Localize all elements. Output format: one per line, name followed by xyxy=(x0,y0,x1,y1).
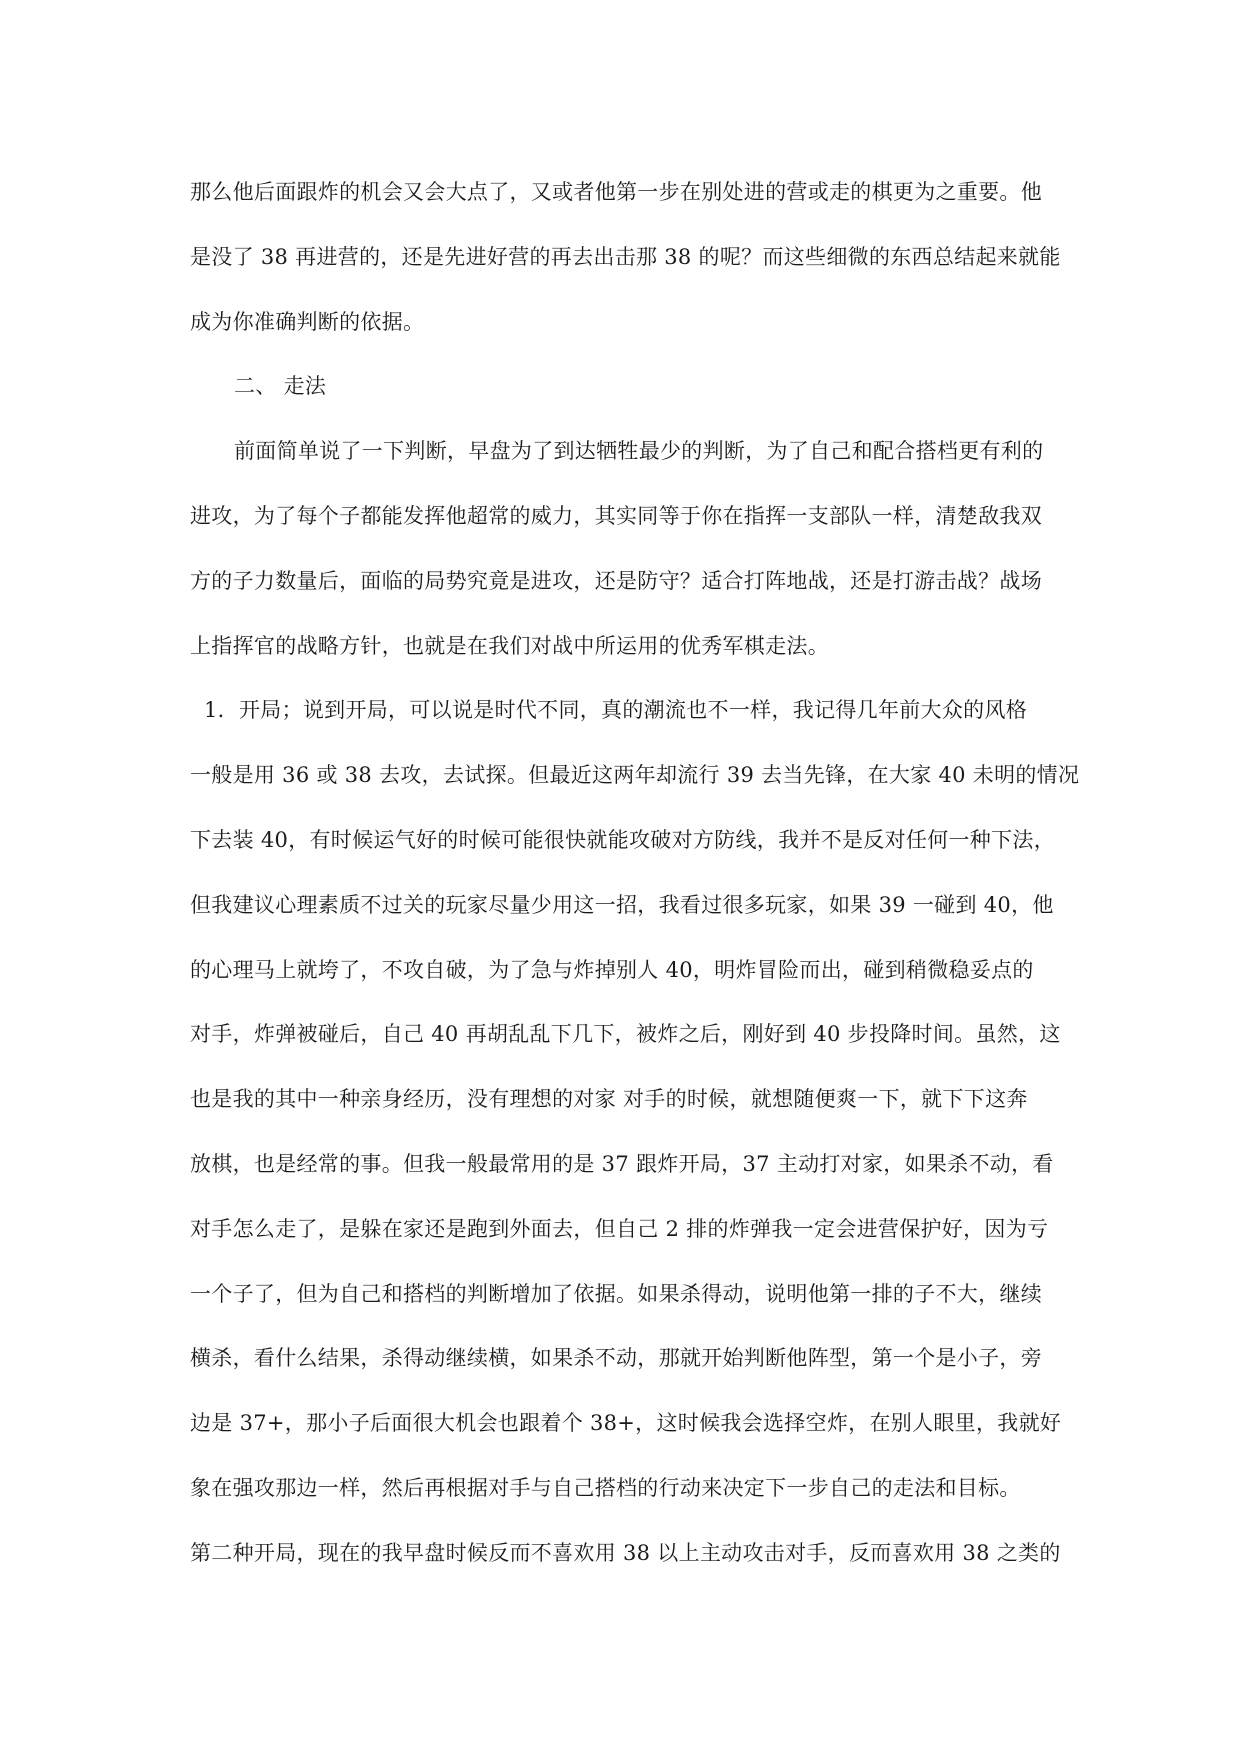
text-line: 放棋，也是经常的事。但我一般最常用的是 37 跟炸开局，37 主动打对家，如果杀不动，看 xyxy=(190,1151,1054,1176)
text-line: 对手怎么走了，是躲在家还是跑到外面去，但自己 2 排的炸弹我一定会进营保护好，因为亏 xyxy=(190,1216,1049,1241)
text-line: 进攻，为了每个子都能发挥他超常的威力，其实同等于你在指挥一支部队一样，清楚敌我双 xyxy=(190,503,1042,528)
text-line: 边是 37+，那小子后面很大机会也跟着个 38+，这时候我会选择空炸，在别人眼里，我就好 xyxy=(190,1411,1062,1436)
text-line: 一个子了，但为自己和搭档的判断增加了依据。如果杀得动，说明他第一排的子不大，继续 xyxy=(190,1281,1042,1306)
text-line: 的心理马上就垮了，不攻自破，为了急与炸掉别人 40，明炸冒险而出，碰到稍微稳妥点的 xyxy=(190,957,1034,982)
section-heading: 二、 走法 xyxy=(234,374,327,399)
text-line: 一般是用 36 或 38 去攻，去试探。但最近这两年却流行 39 去当先锋，在大家 40 未明的情况 xyxy=(190,763,1080,788)
text-line: 第二种开局，现在的我早盘时候反而不喜欢用 38 以上主动攻击对手，反而喜欢用 38 之类的 xyxy=(190,1540,1061,1565)
text-line: 前面简单说了一下判断，早盘为了到达牺牲最少的判断，为了自己和配合搭档更有利的 xyxy=(234,439,1044,464)
list-item-heading-line: 1．开局；说到开局，可以说是时代不同，真的潮流也不一样，我记得几年前大众的风格 xyxy=(204,698,1028,723)
text-line: 上指挥官的战略方针，也就是在我们对战中所运用的优秀军棋走法。 xyxy=(190,633,829,658)
document-body xyxy=(190,160,1080,1586)
text-line: 象在强攻那边一样，然后再根据对手与自己搭档的行动来决定下一步自己的走法和目标。 xyxy=(190,1475,1021,1500)
text-line: 方的子力数量后，面临的局势究竟是进攻，还是防守？适合打阵地战，还是打游击战？战场 xyxy=(190,568,1042,593)
text-line: 成为你准确判断的依据。 xyxy=(190,309,425,334)
text-line: 是没了 38 再进营的，还是先进好营的再去出击那 38 的呢？而这些细微的东西总结起来就能 xyxy=(190,244,1061,269)
text-line: 对手，炸弹被碰后，自己 40 再胡乱乱下几下，被炸之后，刚好到 40 步投降时间。虽然，这 xyxy=(190,1022,1061,1047)
text-line: 下去装 40，有时候运气好的时候可能很快就能攻破对方防线，我并不是反对任何一种下法， xyxy=(190,827,1055,852)
text-line: 横杀，看什么结果，杀得动继续横，如果杀不动，那就开始判断他阵型，第一个是小子，旁 xyxy=(190,1346,1042,1371)
text-line: 那么他后面跟炸的机会又会大点了，又或者他第一步在别处进的营或走的棋更为之重要。他 xyxy=(190,180,1042,204)
text-line: 但我建议心理素质不过关的玩家尽量少用这一招，我看过很多玩家，如果 39 一碰到 40，他 xyxy=(190,892,1054,917)
text-line: 也是我的其中一种亲身经历，没有理想的对家 对手的时候，就想随便爽一下，就下下这奔 xyxy=(190,1087,1028,1112)
